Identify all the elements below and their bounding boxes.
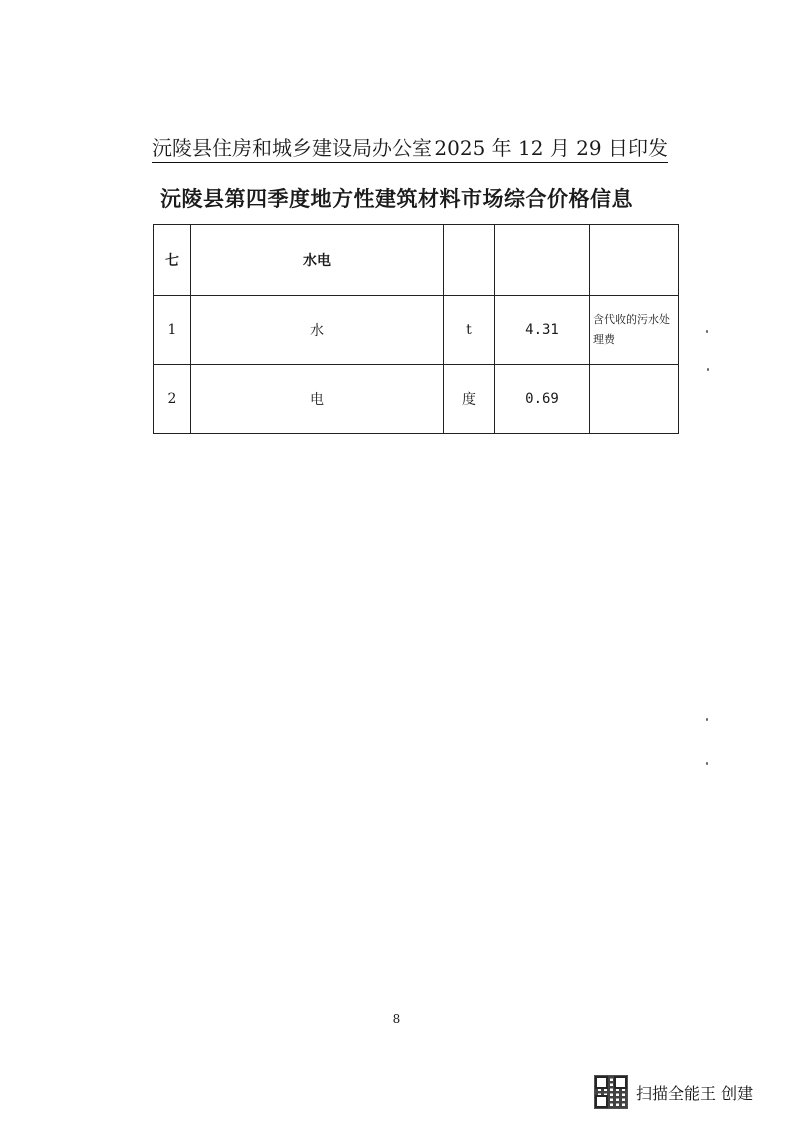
empty-cell <box>444 225 495 296</box>
section-name: 水电 <box>191 225 444 296</box>
table-row <box>154 296 679 365</box>
item-number: 2 <box>154 365 191 434</box>
item-unit: 度 <box>444 365 495 434</box>
item-price: 0.69 <box>495 365 590 434</box>
table-section-row <box>154 225 679 296</box>
issue-date: 2025 年 12 月 29 日印发 <box>434 136 668 160</box>
item-note: 含代收的污水处 理费 <box>590 296 679 365</box>
empty-cell <box>590 225 679 296</box>
item-name: 水 <box>191 296 444 365</box>
section-number: 七 <box>154 225 191 296</box>
page-title: 沅陵县第四季度地方性建筑材料市场综合价格信息 <box>160 187 633 211</box>
scan-speck <box>706 330 708 333</box>
qr-code-icon <box>594 1075 628 1109</box>
item-note <box>590 365 679 434</box>
watermark-text: 扫描全能王 创建 <box>636 1083 754 1103</box>
scan-speck <box>706 762 708 765</box>
empty-cell <box>495 225 590 296</box>
scanner-watermark <box>594 1072 753 1112</box>
price-table <box>153 224 679 434</box>
item-unit: t <box>444 296 495 365</box>
scan-speck <box>706 718 708 721</box>
page-number: 8 <box>392 1012 401 1026</box>
item-price: 4.31 <box>495 296 590 365</box>
item-name: 电 <box>191 365 444 434</box>
item-number: 1 <box>154 296 191 365</box>
issuer: 沅陵县住房和城乡建设局办公室 <box>152 136 432 160</box>
document-header <box>152 136 668 163</box>
scan-speck <box>707 368 709 371</box>
table-row <box>154 365 679 434</box>
